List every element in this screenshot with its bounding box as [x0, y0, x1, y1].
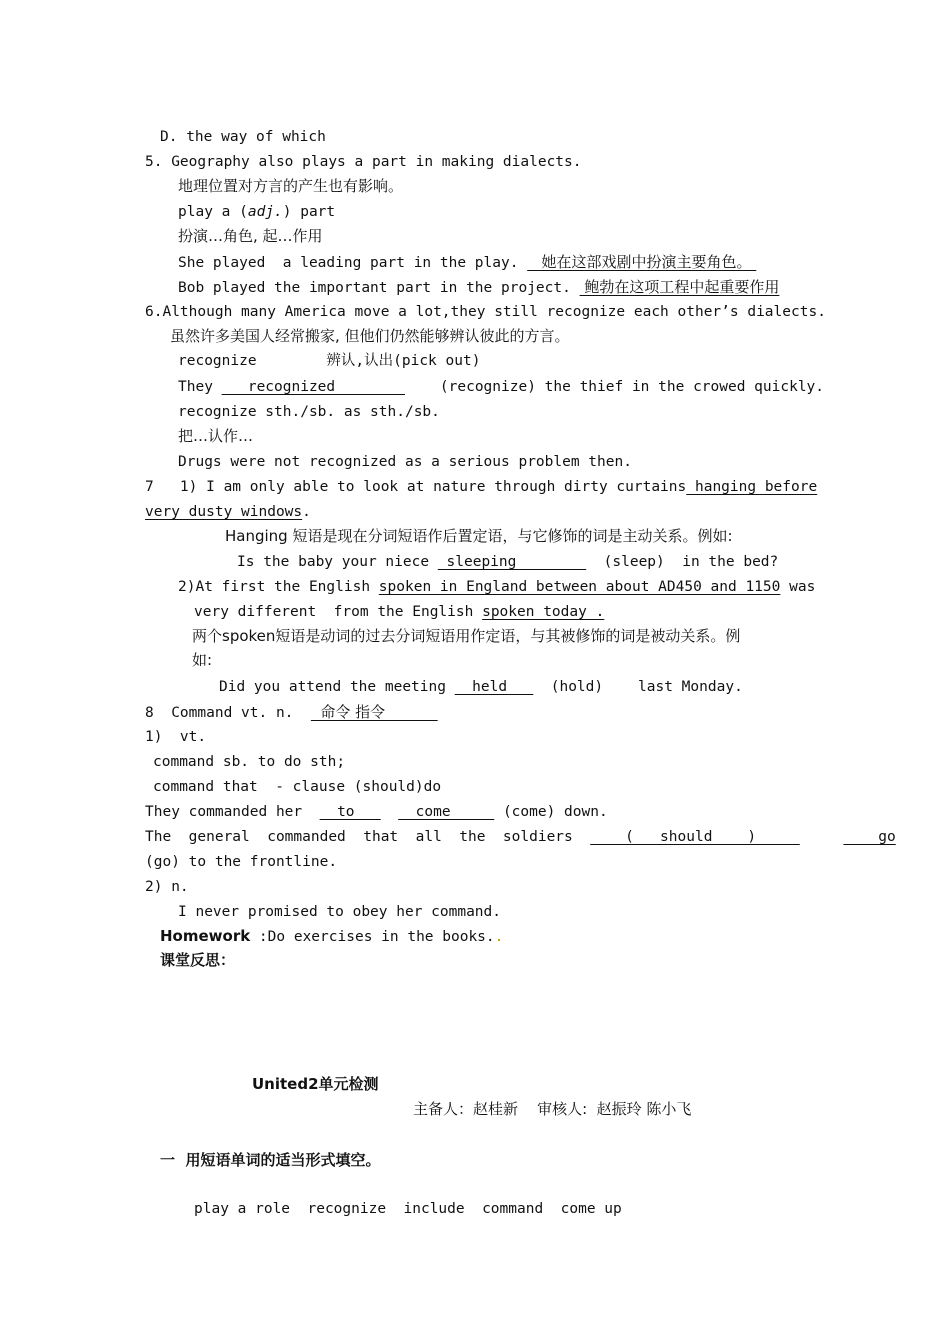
- example-commanded-her: [145, 802, 608, 822]
- item-underlined: spoken today .: [482, 604, 605, 620]
- phrase-text-end: ) part: [282, 204, 336, 220]
- item-text: 2)At first the English: [178, 579, 379, 595]
- item-7-underlined: hanging before: [686, 479, 818, 495]
- example-bob-played: [178, 277, 779, 298]
- homework-text: :Do exercises in the books.: [250, 929, 495, 945]
- recognize-pattern-meaning: 把…认作…: [178, 427, 254, 445]
- item-7-text: 7 1) I am only able to look at nature through dirty curtains: [145, 479, 687, 495]
- item-8-heading: [145, 702, 438, 723]
- example-text: They commanded her: [145, 804, 320, 820]
- command-pattern-1: command sb. to do sth;: [153, 754, 346, 770]
- homework-line: [160, 926, 503, 947]
- example-obey-command: I never promised to obey her command.: [178, 904, 502, 920]
- class-reflection-heading: 课堂反思：: [160, 951, 236, 969]
- item-8-answer: 命令 指令: [310, 703, 438, 721]
- hanging-explanation: Hanging 短语是现在分词短语作后置定语，与它修饰的词是主动关系。例如:: [225, 527, 733, 545]
- example-text: Did you attend the meeting: [219, 679, 455, 695]
- example-text: Bob played the important part in the project.: [178, 280, 580, 296]
- item-7-period: .: [302, 504, 311, 520]
- example-text-end: (hold) last Monday.: [533, 679, 743, 695]
- example-answer: recognized: [221, 379, 405, 395]
- item-7-2-line-1: [178, 577, 815, 597]
- spoken-explanation: 两个spoken短语是动词的过去分词短语用作定语，与其被修饰的词是被动关系。例: [192, 627, 741, 645]
- example-text: Is the baby your niece: [237, 554, 438, 570]
- word-bank: play a role recognize include command come up: [194, 1201, 622, 1217]
- example-general-commanded: [145, 827, 896, 847]
- example-answer: held: [454, 679, 534, 695]
- spoken-explanation-end: 如:: [192, 651, 213, 669]
- command-pattern-2: command that - clause (should)do: [153, 779, 442, 795]
- example-frontline: (go) to the frontline.: [145, 854, 338, 870]
- command-vt-label: 1) vt.: [145, 729, 207, 745]
- item-7-underlined: very dusty windows: [145, 504, 303, 520]
- phrase-play-a-part: [178, 202, 335, 222]
- homework-label: Homework: [160, 927, 251, 945]
- example-answer: ( should ): [590, 829, 800, 845]
- example-text-end: (come) down.: [494, 804, 608, 820]
- item-7-2-line-2: [194, 602, 604, 622]
- item-text: very different from the English: [194, 604, 483, 620]
- example-answer: go: [843, 829, 896, 845]
- example-answer: come: [398, 804, 495, 820]
- example-she-played: [178, 252, 756, 273]
- item-6-translation: 虽然许多美国人经常搬家, 但他们仍然能够辨认彼此的方言。: [170, 327, 570, 345]
- preparers-line: 主备人：赵桂新 审核人: 赵振玲 陈小飞: [413, 1100, 692, 1118]
- example-drugs: Drugs were not recognized as a serious problem then.: [178, 454, 632, 470]
- item-7-line-2: [145, 502, 311, 522]
- item-underlined: spoken in England between about AD450 and 1150: [378, 579, 781, 595]
- item-6-sentence: 6.Although many America move a lot,they still recognize each other’s dialects.: [145, 304, 826, 320]
- example-answer: to: [319, 804, 381, 820]
- example-baby-sleeping: [237, 552, 778, 572]
- recognize-pattern: recognize sth./sb. as sth./sb.: [178, 404, 440, 420]
- example-gap: [381, 804, 398, 820]
- item-text-end: was: [780, 579, 816, 595]
- option-d: D. the way of which: [160, 129, 326, 145]
- example-gap: [800, 829, 844, 845]
- item-7-line-1: [145, 477, 817, 497]
- example-text-end: (recognize) the thief in the crowed quickly.: [404, 379, 825, 395]
- phrase-meaning: 扮演…角色, 起…作用: [178, 227, 323, 245]
- homework-mark: .: [494, 929, 504, 945]
- example-text: She played a leading part in the play.: [178, 255, 528, 271]
- example-they-recognized: [178, 377, 824, 397]
- example-text: The general commanded that all the soldiers: [145, 829, 591, 845]
- example-meeting-held: [219, 677, 743, 697]
- recognize-meaning: recognize 辨认,认出(pick out): [178, 353, 481, 369]
- example-text: They: [178, 379, 222, 395]
- item-5-sentence: 5. Geography also plays a part in making dialects.: [145, 154, 582, 170]
- phrase-text: play a (: [178, 204, 248, 220]
- example-answer: sleeping: [437, 554, 587, 570]
- item-5-translation: 地理位置对方言的产生也有影响。: [178, 177, 404, 195]
- section-one-heading: 一 用短语单词的适当形式填空。: [160, 1151, 381, 1169]
- unit-test-title: United2单元检测: [252, 1075, 379, 1093]
- adj-label: adj.: [247, 204, 283, 220]
- item-8-text: 8 Command vt. n.: [145, 705, 311, 721]
- example-answer: 她在这部戏剧中扮演主要角色。: [527, 253, 757, 271]
- example-text-end: (sleep) in the bed?: [586, 554, 779, 570]
- example-answer: 鲍勃在这项工程中起重要作用: [579, 278, 780, 296]
- command-n-label: 2) n.: [145, 879, 189, 895]
